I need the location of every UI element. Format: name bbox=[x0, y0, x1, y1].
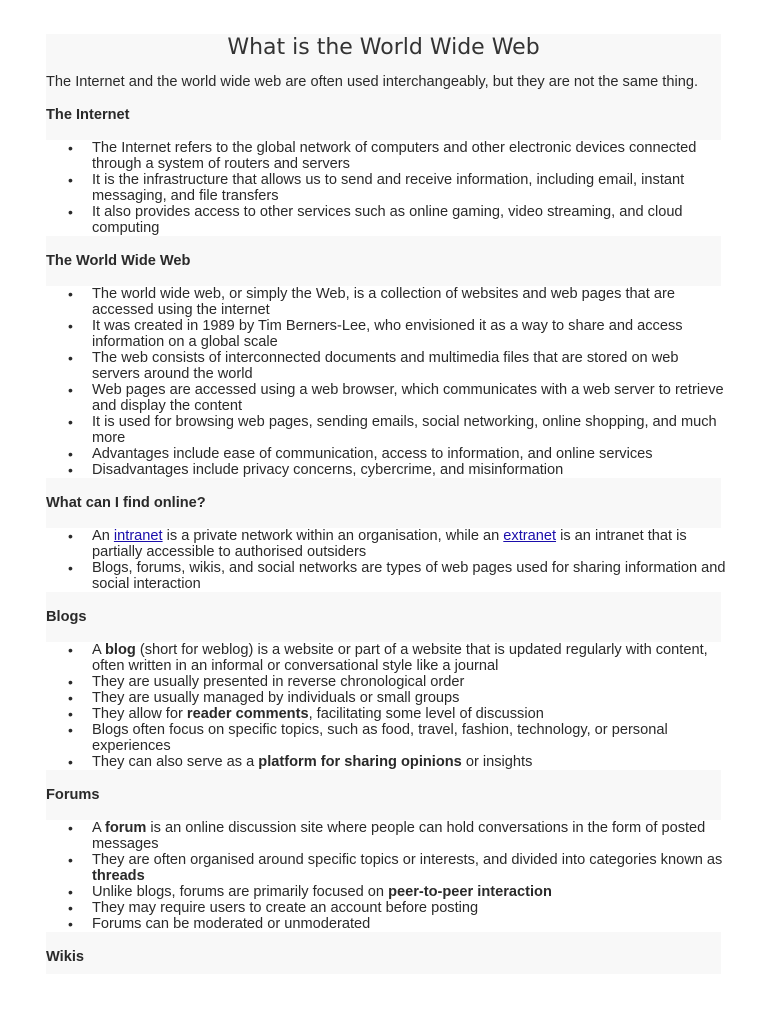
list-item: • The web consists of interconnected documents and multimedia files that are stored on web servers around the world bbox=[92, 350, 726, 382]
list-item: • The Internet refers to the global network of computers and other electronic devices connected through a system of routers and servers bbox=[92, 140, 726, 172]
list-item: • They may require users to create an account before posting bbox=[92, 900, 726, 916]
list-item: • Disadvantages include privacy concerns, cybercrime, and misinformation bbox=[92, 462, 726, 478]
heading-internet: The Internet bbox=[46, 107, 130, 123]
list-item: • An intranet is a private network within an organisation, while an extranet is an intranet that is partially accessible to authorised outsiders bbox=[92, 528, 726, 560]
online-list bbox=[46, 528, 726, 592]
intranet-link[interactable]: intranet bbox=[113, 528, 163, 544]
list-item: • Forums can be moderated or unmoderated bbox=[92, 916, 726, 932]
list-item: • They can also serve as a platform for sharing opinions or insights bbox=[92, 754, 726, 770]
blogs-list bbox=[46, 642, 726, 770]
heading-blogs: Blogs bbox=[46, 609, 87, 625]
list-item: • The world wide web, or simply the Web, is a collection of websites and web pages that are accessed using the internet bbox=[92, 286, 726, 318]
www-list bbox=[46, 286, 726, 478]
list-item: • Advantages include ease of communication, access to information, and online services bbox=[92, 446, 726, 462]
extranet-link[interactable]: extranet bbox=[503, 528, 557, 544]
list-item: • Web pages are accessed using a web browser, which communicates with a web server to retrieve and display the content bbox=[92, 382, 726, 414]
list-item: • They are often organised around specific topics or interests, and divided into categories known as threads bbox=[92, 852, 726, 884]
list-item: • A forum is an online discussion site where people can hold conversations in the form of posted messages bbox=[92, 820, 726, 852]
list-item: • Blogs often focus on specific topics, such as food, travel, fashion, technology, or personal experiences bbox=[92, 722, 726, 754]
list-item: • They are usually presented in reverse chronological order bbox=[92, 674, 726, 690]
heading-online: What can I find online? bbox=[46, 495, 206, 511]
heading-wikis: Wikis bbox=[46, 949, 84, 965]
list-item: • It is used for browsing web pages, sending emails, social networking, online shopping, and much more bbox=[92, 414, 726, 446]
heading-forums: Forums bbox=[46, 787, 100, 803]
list-item: • Blogs, forums, wikis, and social networks are types of web pages used for sharing information and social interaction bbox=[92, 560, 726, 592]
list-item: • A blog (short for weblog) is a website or part of a website that is updated regularly with content, often written in an informal or conversational style like a journal bbox=[92, 642, 726, 674]
list-item: • They allow for reader comments, facilitating some level of discussion bbox=[92, 706, 726, 722]
heading-www: The World Wide Web bbox=[46, 253, 191, 269]
list-item: • It was created in 1989 by Tim Berners-Lee, who envisioned it as a way to share and access information on a global scale bbox=[92, 318, 726, 350]
list-item: • Unlike blogs, forums are primarily focused on peer-to-peer interaction bbox=[92, 884, 726, 900]
list-item: • They are usually managed by individuals or small groups bbox=[92, 690, 726, 706]
intro-paragraph: The Internet and the world wide web are often used interchangeably, but they are not the same thing. bbox=[46, 74, 698, 90]
page-title: What is the World Wide Web bbox=[227, 35, 540, 60]
internet-list bbox=[46, 140, 726, 236]
forums-list bbox=[46, 820, 726, 932]
list-item: • It is the infrastructure that allows us to send and receive information, including email, instant messaging, and file transfers bbox=[92, 172, 726, 204]
list-item: • It also provides access to other services such as online gaming, video streaming, and cloud computing bbox=[92, 204, 726, 236]
document bbox=[46, 34, 726, 965]
